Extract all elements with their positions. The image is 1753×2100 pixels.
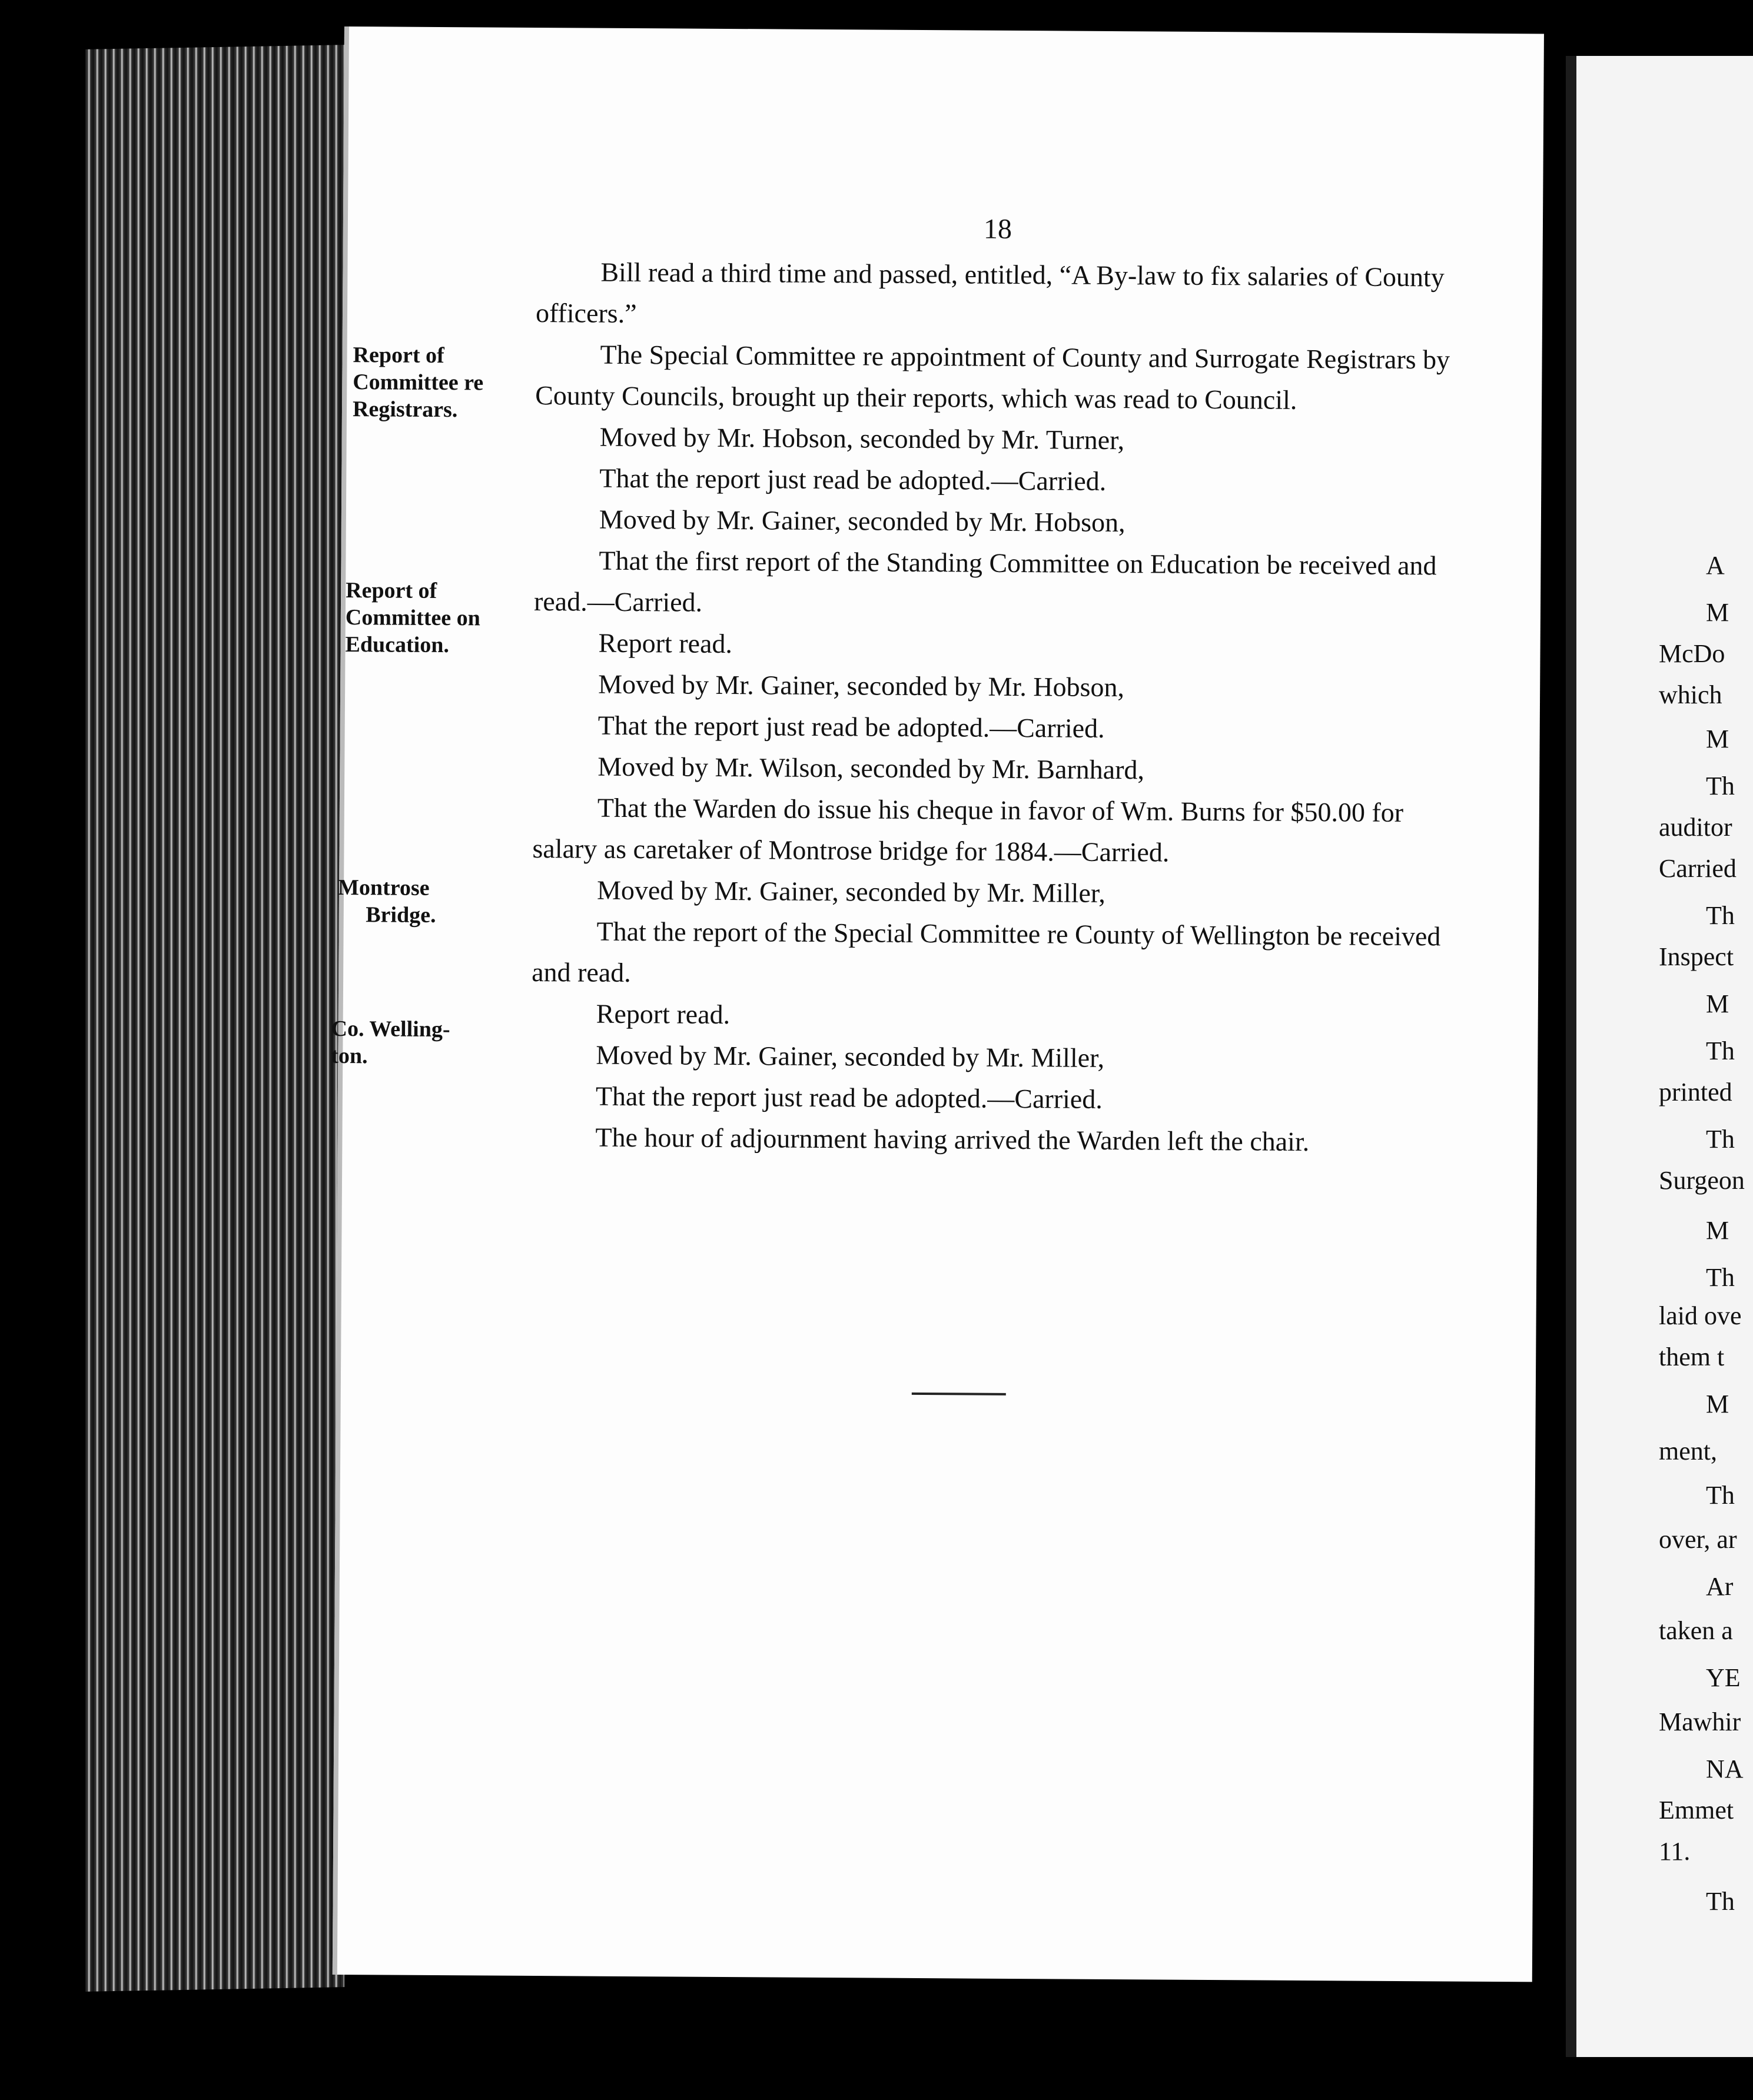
paragraph: Bill read a third time and passed, entitled, “A By-law to fix salaries of County officers.” — [535, 257, 1445, 329]
right-page-fragment: Th — [1706, 772, 1735, 800]
right-page-fragment: Th — [1706, 1036, 1735, 1065]
right-page-fragment: M — [1706, 1390, 1729, 1418]
paragraph: Moved by Mr. Gainer, seconded by Mr. Miller, — [596, 1039, 1105, 1073]
right-page-fragment: Th — [1706, 1263, 1735, 1292]
paragraph: Moved by Mr. Gainer, seconded by Mr. Hobson, — [598, 669, 1125, 703]
left-page — [333, 26, 1544, 1982]
paragraph: That the report of the Special Committee re County of Wellington be received and read. — [532, 916, 1441, 988]
right-page-fragment: NA — [1706, 1755, 1744, 1783]
right-page-fragment: M — [1706, 598, 1729, 627]
right-page-fragment: Th — [1706, 1125, 1735, 1154]
right-page-fragment: ment, — [1659, 1437, 1717, 1466]
section-divider — [912, 1393, 1006, 1395]
margin-note-wellington: Co. Welling- ton. — [331, 1016, 450, 1069]
page-number: 18 — [983, 213, 1012, 245]
right-page-fragment: which — [1659, 680, 1722, 709]
right-page-fragment: laid ove — [1659, 1301, 1742, 1330]
paragraph: That the Warden do issue his cheque in favor of Wm. Burns for $50.00 for salary as caretaker of Montrose bridge for 1884.—Carried. — [532, 792, 1404, 868]
body-text — [530, 251, 1466, 1164]
right-page-fragment: McDo — [1659, 639, 1725, 668]
paragraph: Report read. — [596, 998, 731, 1030]
right-page-fragment: M — [1706, 725, 1729, 753]
right-page-fragment: M — [1706, 989, 1729, 1018]
paragraph: That the report just read be adopted.—Carried. — [599, 463, 1107, 496]
paragraph: Report read. — [598, 627, 733, 659]
paragraph: Moved by Mr. Hobson, seconded by Mr. Turner, — [599, 421, 1125, 456]
right-page-fragment: Th — [1706, 901, 1735, 930]
right-page — [1566, 56, 1753, 2057]
right-page-fragment: them t — [1659, 1343, 1725, 1371]
right-page-fragment: YE — [1706, 1663, 1741, 1692]
paragraph: Moved by Mr. Gainer, seconded by Mr. Hobson, — [599, 504, 1125, 538]
paragraph: That the report just read be adopted.—Carried. — [597, 710, 1105, 743]
paragraph: That the report just read be adopted.—Carried. — [595, 1081, 1103, 1114]
right-page-fragment: Mawhir — [1659, 1707, 1741, 1736]
margin-note-education: Report of Committee on Education. — [345, 578, 480, 658]
right-page-fragment: Inspect — [1659, 942, 1734, 971]
right-page-fragment: M — [1706, 1216, 1729, 1245]
paragraph: That the first report of the Standing Committee on Education be received and read.—Carried. — [533, 545, 1437, 617]
right-page-fragment: Surgeon — [1659, 1166, 1745, 1195]
margin-note-montrose-bridge: Montrose Bridge. — [337, 875, 436, 928]
paragraph: The Special Committee re appointment of County and Surrogate Registrars by County Councils, brought up their reports, which was read to Council. — [535, 339, 1450, 415]
right-page-fragment: Th — [1706, 1887, 1735, 1916]
right-page-fragment: printed — [1659, 1078, 1732, 1107]
right-page-fragment: 11. — [1659, 1837, 1691, 1866]
right-page-fragment: over, ar — [1659, 1525, 1737, 1554]
right-page-fragment: auditor — [1659, 813, 1732, 842]
paragraph: The hour of adjournment having arrived the Warden left the chair. — [595, 1122, 1310, 1157]
margin-note-registrars: Report of Committee re Registrars. — [352, 343, 484, 423]
paragraph: Moved by Mr. Wilson, seconded by Mr. Barnhard, — [597, 751, 1145, 785]
right-page-fragment: Ar — [1706, 1572, 1734, 1601]
right-page-fragment: Emmet — [1659, 1796, 1734, 1825]
right-page-fragment: taken a — [1659, 1616, 1733, 1645]
book-page-edges — [85, 45, 344, 1992]
paragraph: Moved by Mr. Gainer, seconded by Mr. Miller, — [596, 875, 1105, 908]
right-page-fragment: Th — [1706, 1481, 1735, 1510]
right-page-fragment: A — [1706, 551, 1725, 580]
right-page-fragment: Carried — [1659, 854, 1737, 883]
